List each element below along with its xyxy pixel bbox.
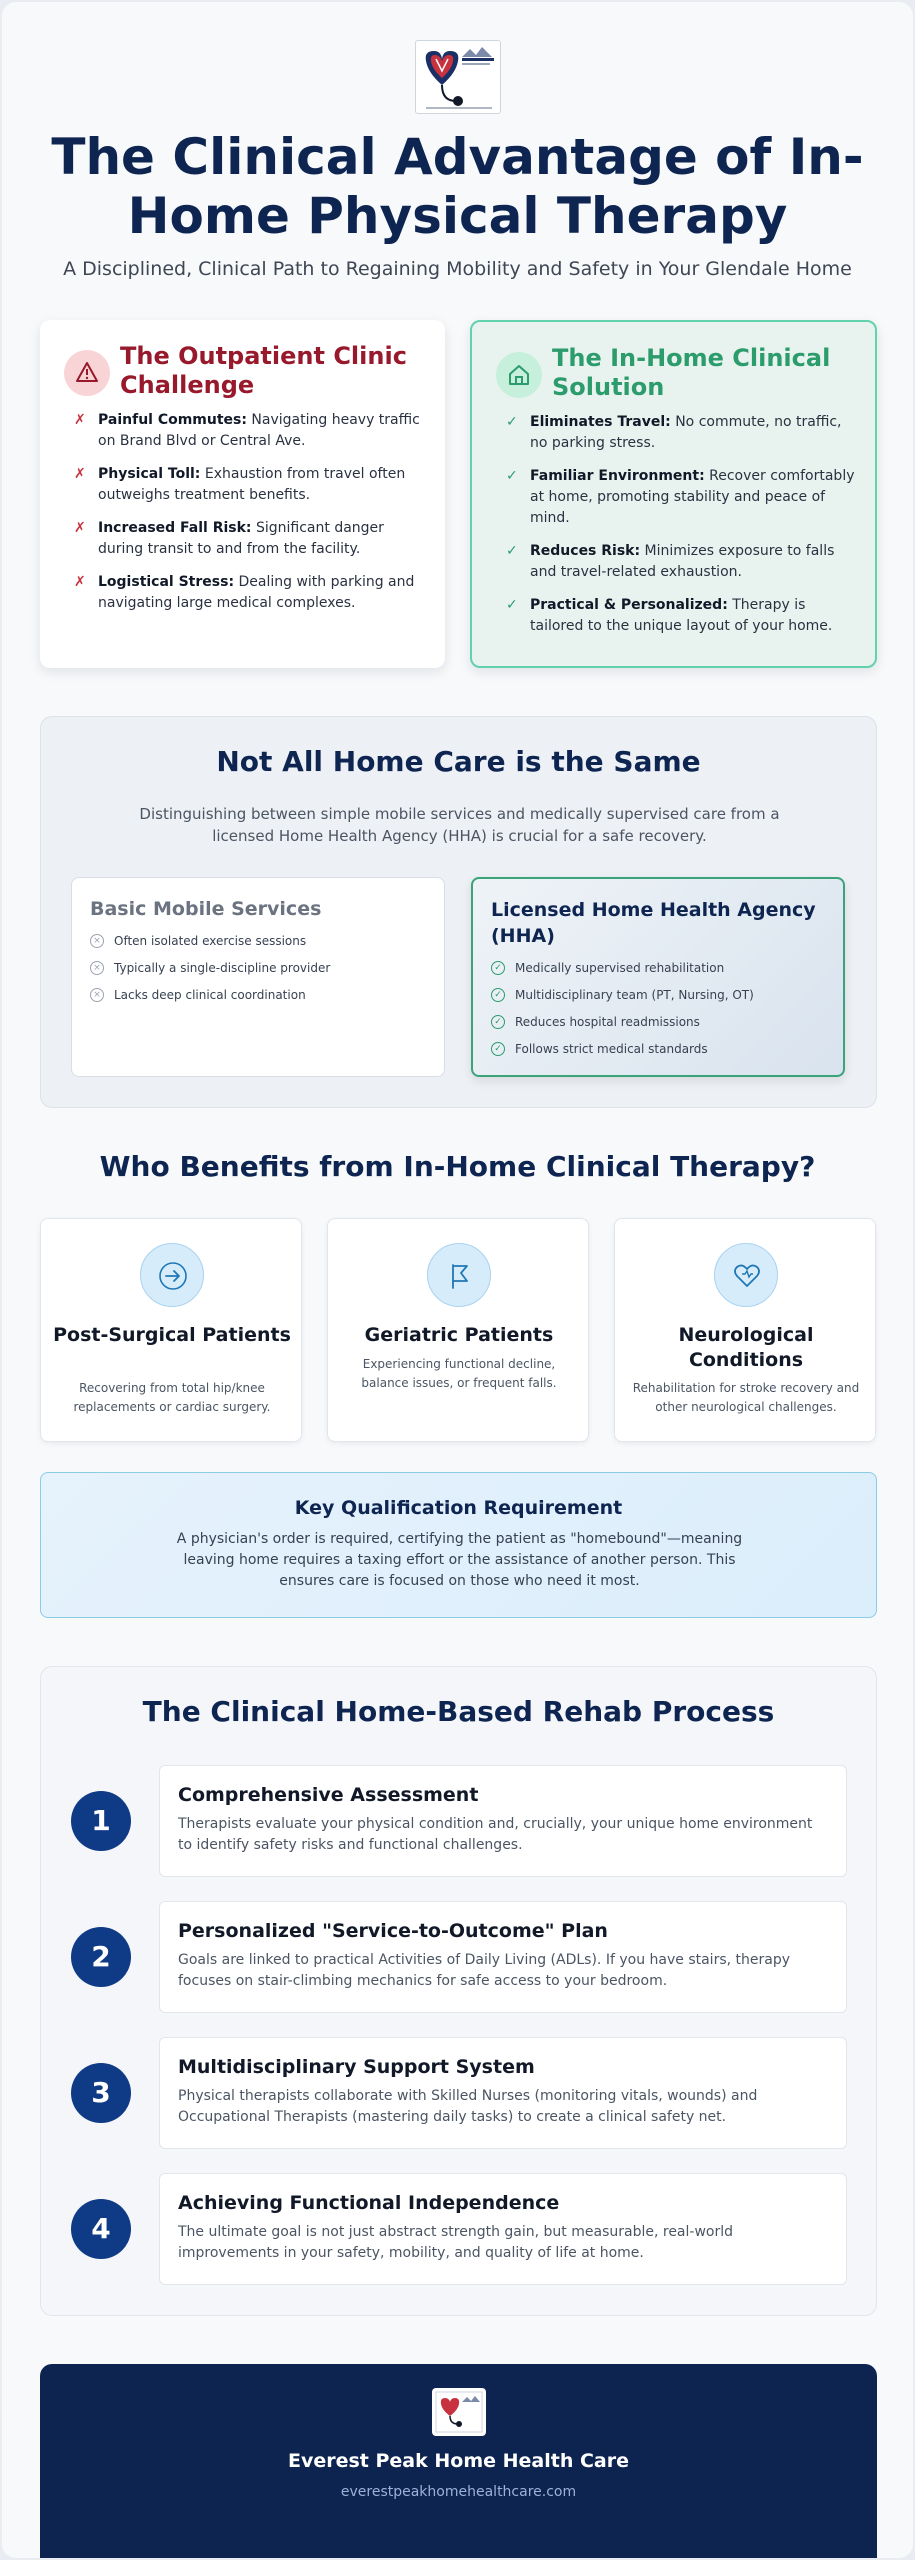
check-icon: ✓ xyxy=(506,543,518,559)
benefit-description: Rehabilitation for stroke recovery and other neurological challenges. xyxy=(632,1381,860,1414)
solution-list xyxy=(506,412,861,649)
list-item: ✗ Logistical Stress: Dealing with parking and navigating large medical complexes. xyxy=(74,574,415,611)
outpatient-clinic-card xyxy=(40,320,445,668)
step-description: Therapists evaluate your physical condition and, crucially, your unique home environment to identify safety risks and functional challenges. xyxy=(178,1816,813,1853)
process-step-card xyxy=(159,1765,847,1877)
step-title: Multidisciplinary Support System xyxy=(178,2056,535,2078)
list-item: × Lacks deep clinical coordination xyxy=(90,986,430,1004)
infographic-page xyxy=(2,2,913,2558)
list-item: ✓ Familiar Environment: Recover comfortably at home, promoting stability and peace of mind. xyxy=(506,468,855,526)
check-circle-icon: ✓ xyxy=(491,961,505,975)
licensed-hha-box xyxy=(471,877,845,1077)
list-item: ✗ Increased Fall Risk: Significant danger during transit to and from the facility. xyxy=(74,520,384,557)
process-step-card xyxy=(159,1901,847,2013)
list-item: ✗ Painful Commutes: Navigating heavy traffic on Brand Blvd or Central Ave. xyxy=(74,412,420,449)
home-care-comparison-section xyxy=(40,716,877,1108)
benefit-title: Neurological Conditions xyxy=(678,1324,814,1371)
step-title: Achieving Functional Independence xyxy=(178,2192,560,2214)
hha-features-list xyxy=(491,959,831,1067)
check-icon: ✓ xyxy=(506,468,518,484)
heart-icon xyxy=(714,1243,778,1307)
footer xyxy=(40,2364,877,2558)
company-website-link[interactable]: everestpeakhomehealthcare.com xyxy=(340,2484,577,2500)
list-item: ✗ Physical Toll: Exhaustion from travel often outweighs treatment benefits. xyxy=(74,466,406,503)
section-title: Not All Home Care is the Same xyxy=(216,745,701,778)
arrow-right-icon xyxy=(140,1243,204,1307)
qualification-title: Key Qualification Requirement xyxy=(294,1497,623,1519)
benefit-card-geriatric xyxy=(327,1218,589,1442)
list-item: ✓ Reduces Risk: Minimizes exposure to falls and travel-related exhaustion. xyxy=(506,543,835,580)
list-item: ✓ Follows strict medical standards xyxy=(491,1040,831,1058)
step-number-badge: 1 xyxy=(71,1791,131,1851)
check-circle-icon: ✓ xyxy=(491,988,505,1002)
basic-services-list xyxy=(90,932,430,1013)
brand-logo-small xyxy=(432,2388,486,2436)
list-item: ✓ Medically supervised rehabilitation xyxy=(491,959,831,977)
benefit-card-post-surgical xyxy=(40,1218,302,1442)
x-circle-icon: × xyxy=(90,934,104,948)
x-circle-icon: × xyxy=(90,988,104,1002)
benefit-description: Recovering from total hip/knee replacements or cardiac surgery. xyxy=(73,1381,271,1414)
step-description: The ultimate goal is not just abstract strength gain, but measurable, real-world improvements in your safety, mobility, and quality of life at home. xyxy=(178,2224,733,2261)
step-title: Comprehensive Assessment xyxy=(178,1784,479,1806)
x-mark-icon: ✗ xyxy=(74,574,86,590)
process-step-card xyxy=(159,2037,847,2149)
list-item: ✓ Reduces hospital readmissions xyxy=(491,1013,831,1031)
step-number-badge: 4 xyxy=(71,2199,131,2259)
check-circle-icon: ✓ xyxy=(491,1042,505,1056)
list-item: ✓ Practical & Personalized: Therapy is tailored to the unique layout of your home. xyxy=(506,597,833,634)
step-title: Personalized "Service-to-Outcome" Plan xyxy=(178,1920,608,1942)
benefit-title: Geriatric Patients xyxy=(364,1324,554,1346)
benefit-card-neurological xyxy=(614,1218,876,1442)
flag-icon xyxy=(427,1243,491,1307)
section-title: The Clinical Home-Based Rehab Process xyxy=(142,1695,775,1728)
in-home-solution-card xyxy=(470,320,877,668)
company-name: Everest Peak Home Health Care xyxy=(287,2450,630,2472)
section-description: Distinguishing between simple mobile services and medically supervised care from a licensed Home Health Agency (HHA) is crucial for a safe recovery. xyxy=(139,805,780,845)
basic-mobile-services-box xyxy=(71,877,445,1077)
step-number-badge: 3 xyxy=(71,2063,131,2123)
challenge-list xyxy=(74,410,429,626)
x-circle-icon: × xyxy=(90,961,104,975)
list-item: × Often isolated exercise sessions xyxy=(90,932,430,950)
x-mark-icon: ✗ xyxy=(74,466,86,482)
benefits-title: Who Benefits from In-Home Clinical Therapy? xyxy=(99,1150,816,1183)
benefit-title: Post-Surgical Patients xyxy=(53,1324,291,1346)
home-icon xyxy=(496,352,542,398)
process-step-card xyxy=(159,2173,847,2285)
x-mark-icon: ✗ xyxy=(74,520,86,536)
qualification-text: A physician's order is required, certifying the patient as "homebound"—meaning leaving home requires a taxing effort or the assistance of another person. This ensures care is focused on those who need it most. xyxy=(176,1531,743,1589)
rehab-process-section xyxy=(40,1666,877,2316)
x-mark-icon: ✗ xyxy=(74,412,86,428)
box-title: Basic Mobile Services xyxy=(90,898,322,920)
card-title: The Outpatient Clinic Challenge xyxy=(120,342,407,399)
step-number-badge: 2 xyxy=(71,1927,131,1987)
step-description: Physical therapists collaborate with Skilled Nurses (monitoring vitals, wounds) and Occupational Therapists (mastering daily tasks) to create a clinical safety net. xyxy=(178,2088,758,2125)
page-subtitle: A Disciplined, Clinical Path to Regaining Mobility and Safety in Your Glendale Home xyxy=(63,258,852,280)
list-item: × Typically a single-discipline provider xyxy=(90,959,430,977)
benefit-description: Experiencing functional decline, balance issues, or frequent falls. xyxy=(361,1357,557,1390)
brand-logo xyxy=(415,40,501,114)
warning-icon xyxy=(64,350,110,396)
step-description: Goals are linked to practical Activities of Daily Living (ADLs). If you have stairs, therapy focuses on stair-climbing mechanics for safe access to your bedroom. xyxy=(178,1952,791,1989)
list-item: ✓ Multidisciplinary team (PT, Nursing, OT) xyxy=(491,986,831,1004)
check-icon: ✓ xyxy=(506,414,518,430)
box-title: Licensed Home Health Agency (HHA) xyxy=(491,899,816,947)
page-title: The Clinical Advantage of In-Home Physical Therapy xyxy=(51,128,864,245)
qualification-requirement-box xyxy=(40,1472,877,1618)
card-title: The In-Home Clinical Solution xyxy=(552,344,831,401)
check-icon: ✓ xyxy=(506,597,518,613)
list-item: ✓ Eliminates Travel: No commute, no traffic, no parking stress. xyxy=(506,414,842,451)
check-circle-icon: ✓ xyxy=(491,1015,505,1029)
